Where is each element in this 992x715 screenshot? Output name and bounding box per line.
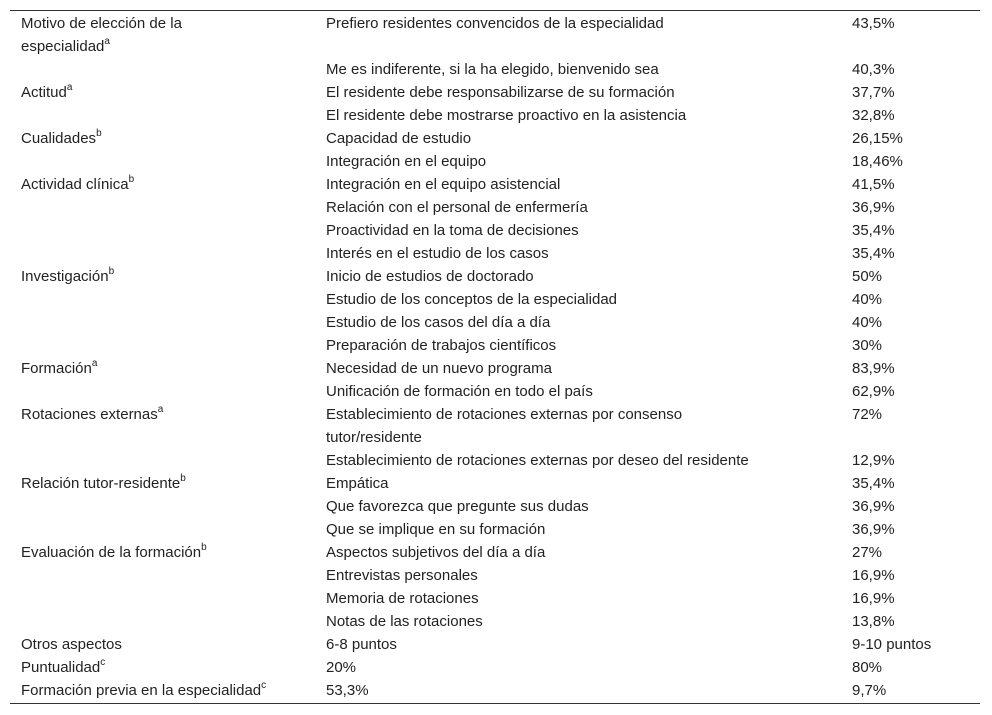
category-cell — [10, 541, 326, 564]
item-cell: Me es indiferente, si la ha elegido, bienvenido sea — [326, 61, 659, 78]
table-row — [10, 173, 980, 196]
footnote-marker: a — [104, 36, 110, 47]
value-cell: 9,7% — [852, 682, 887, 699]
category-cell — [10, 288, 326, 311]
table-row — [10, 449, 980, 472]
category-cell — [10, 472, 326, 495]
value-cell: 16,9% — [852, 590, 895, 607]
table-row — [10, 564, 980, 587]
value-cell: 35,4% — [852, 222, 895, 239]
item-cell: Notas de las rotaciones — [326, 613, 483, 630]
table-row — [10, 633, 980, 656]
table-row — [10, 518, 980, 541]
category-cell — [10, 12, 326, 58]
item-cell: Establecimiento de rotaciones externas por consenso tutor/residente — [326, 406, 683, 446]
category-cell — [10, 127, 326, 150]
value-cell: 83,9% — [852, 360, 895, 377]
item-cell: Integración en el equipo — [326, 153, 487, 170]
category-cell — [10, 656, 326, 679]
value-cell: 36,9% — [852, 199, 895, 216]
table-row — [10, 656, 980, 679]
category-cell — [10, 380, 326, 403]
item-cell: Que se implique en su formación — [326, 521, 546, 538]
item-cell: Memoria de rotaciones — [326, 590, 479, 607]
category-cell — [10, 403, 326, 449]
category-cell — [10, 334, 326, 357]
footnote-marker: a — [91, 358, 98, 369]
item-cell: Prefiero residentes convencidos de la especialidad — [326, 15, 664, 32]
value-cell: 18,46% — [852, 153, 903, 170]
table-row — [10, 11, 980, 58]
table-row — [10, 541, 980, 564]
footnote-marker: b — [128, 174, 135, 185]
category-cell — [10, 150, 326, 173]
category-cell — [10, 104, 326, 127]
category-cell — [10, 311, 326, 334]
table-row — [10, 380, 980, 403]
value-cell: 26,15% — [852, 130, 903, 147]
table-row — [10, 127, 980, 150]
category-cell — [10, 173, 326, 196]
category-cell — [10, 587, 326, 610]
value-cell: 40% — [852, 314, 883, 331]
item-cell: Necesidad de un nuevo programa — [326, 360, 552, 377]
value-cell: 12,9% — [852, 452, 895, 469]
item-cell: Entrevistas personales — [326, 567, 478, 584]
item-cell: Integración en el equipo asistencial — [326, 176, 561, 193]
category-cell — [10, 564, 326, 587]
table-row — [10, 679, 980, 703]
table-row — [10, 265, 980, 288]
footnote-marker: a — [66, 82, 73, 93]
item-cell: Estudio de los conceptos de la especialidad — [326, 291, 618, 308]
table-row — [10, 587, 980, 610]
value-cell: 27% — [852, 544, 883, 561]
category-cell — [10, 219, 326, 242]
value-cell: 16,9% — [852, 567, 895, 584]
category-cell — [10, 633, 326, 656]
item-cell: El residente debe responsabilizarse de su formación — [326, 84, 675, 101]
item-cell: Proactividad en la toma de decisiones — [326, 222, 579, 239]
table-row — [10, 357, 980, 380]
value-cell: 30% — [852, 337, 883, 354]
item-cell: 6-8 puntos — [326, 636, 397, 653]
category-label: Motivo de elección de la especialidad — [21, 15, 182, 55]
category-label: Formación previa en la especialidad — [21, 682, 262, 699]
item-cell: 53,3% — [326, 682, 369, 699]
value-cell: 50% — [852, 268, 883, 285]
table-row — [10, 403, 980, 449]
value-cell: 36,9% — [852, 498, 895, 515]
footnote-marker: c — [261, 680, 267, 691]
value-cell: 62,9% — [852, 383, 895, 400]
category-cell — [10, 58, 326, 81]
category-cell — [10, 495, 326, 518]
category-label: Formación — [21, 360, 92, 377]
value-cell: 9-10 puntos — [852, 636, 932, 653]
value-cell: 40,3% — [852, 61, 895, 78]
table-row — [10, 610, 980, 633]
category-cell — [10, 357, 326, 380]
category-cell — [10, 610, 326, 633]
table-row — [10, 81, 980, 104]
table-row — [10, 311, 980, 334]
item-cell: Empática — [326, 475, 389, 492]
item-cell: Interés en el estudio de los casos — [326, 245, 549, 262]
category-label: Puntualidad — [21, 659, 101, 676]
value-cell: 80% — [852, 659, 883, 676]
item-cell: Capacidad de estudio — [326, 130, 472, 147]
table-row — [10, 196, 980, 219]
category-label: Investigación — [21, 268, 109, 285]
category-label: Otros aspectos — [21, 636, 122, 653]
table-row — [10, 219, 980, 242]
item-cell: Unificación de formación en todo el país — [326, 383, 593, 400]
value-cell: 41,5% — [852, 176, 895, 193]
category-cell — [10, 81, 326, 104]
footnote-marker: b — [180, 473, 186, 484]
item-cell: Relación con el personal de enfermería — [326, 199, 588, 216]
item-cell: Preparación de trabajos científicos — [326, 337, 557, 354]
table-row — [10, 495, 980, 518]
value-cell: 40% — [852, 291, 883, 308]
category-cell — [10, 679, 326, 702]
category-label: Actitud — [21, 84, 67, 101]
footnote-marker: c — [100, 657, 106, 668]
table-row — [10, 104, 980, 127]
value-cell: 37,7% — [852, 84, 895, 101]
category-cell — [10, 518, 326, 541]
category-cell — [10, 242, 326, 265]
item-cell: Establecimiento de rotaciones externas por deseo del residente — [326, 452, 749, 469]
item-cell: Estudio de los casos del día a día — [326, 314, 551, 331]
table-row — [10, 58, 980, 81]
value-cell: 35,4% — [852, 475, 895, 492]
value-cell: 36,9% — [852, 521, 895, 538]
table-row — [10, 334, 980, 357]
item-cell: El residente debe mostrarse proactivo en la asistencia — [326, 107, 687, 124]
footnote-marker: b — [108, 266, 115, 277]
footnote-marker: b — [201, 542, 207, 553]
table-row — [10, 472, 980, 495]
value-cell: 13,8% — [852, 613, 895, 630]
results-table — [10, 10, 980, 704]
category-label: Relación tutor-residente — [21, 475, 181, 492]
category-label: Rotaciones externas — [21, 406, 158, 423]
item-cell: Inicio de estudios de doctorado — [326, 268, 534, 285]
footnote-marker: a — [157, 404, 164, 415]
item-cell: Aspectos subjetivos del día a día — [326, 544, 546, 561]
category-cell — [10, 196, 326, 219]
category-cell — [10, 449, 326, 472]
value-cell: 43,5% — [852, 15, 895, 32]
category-label: Actividad clínica — [21, 176, 129, 193]
item-cell: 20% — [326, 659, 357, 676]
category-cell — [10, 265, 326, 288]
footnote-marker: b — [96, 128, 102, 139]
item-cell: Que favorezca que pregunte sus dudas — [326, 498, 589, 515]
value-cell: 72% — [852, 406, 883, 423]
table-row — [10, 150, 980, 173]
table-row — [10, 242, 980, 265]
value-cell: 32,8% — [852, 107, 895, 124]
value-cell: 35,4% — [852, 245, 895, 262]
table-body — [10, 11, 980, 703]
table-row — [10, 288, 980, 311]
category-label: Cualidades — [21, 130, 97, 147]
category-label: Evaluación de la formación — [21, 544, 202, 561]
